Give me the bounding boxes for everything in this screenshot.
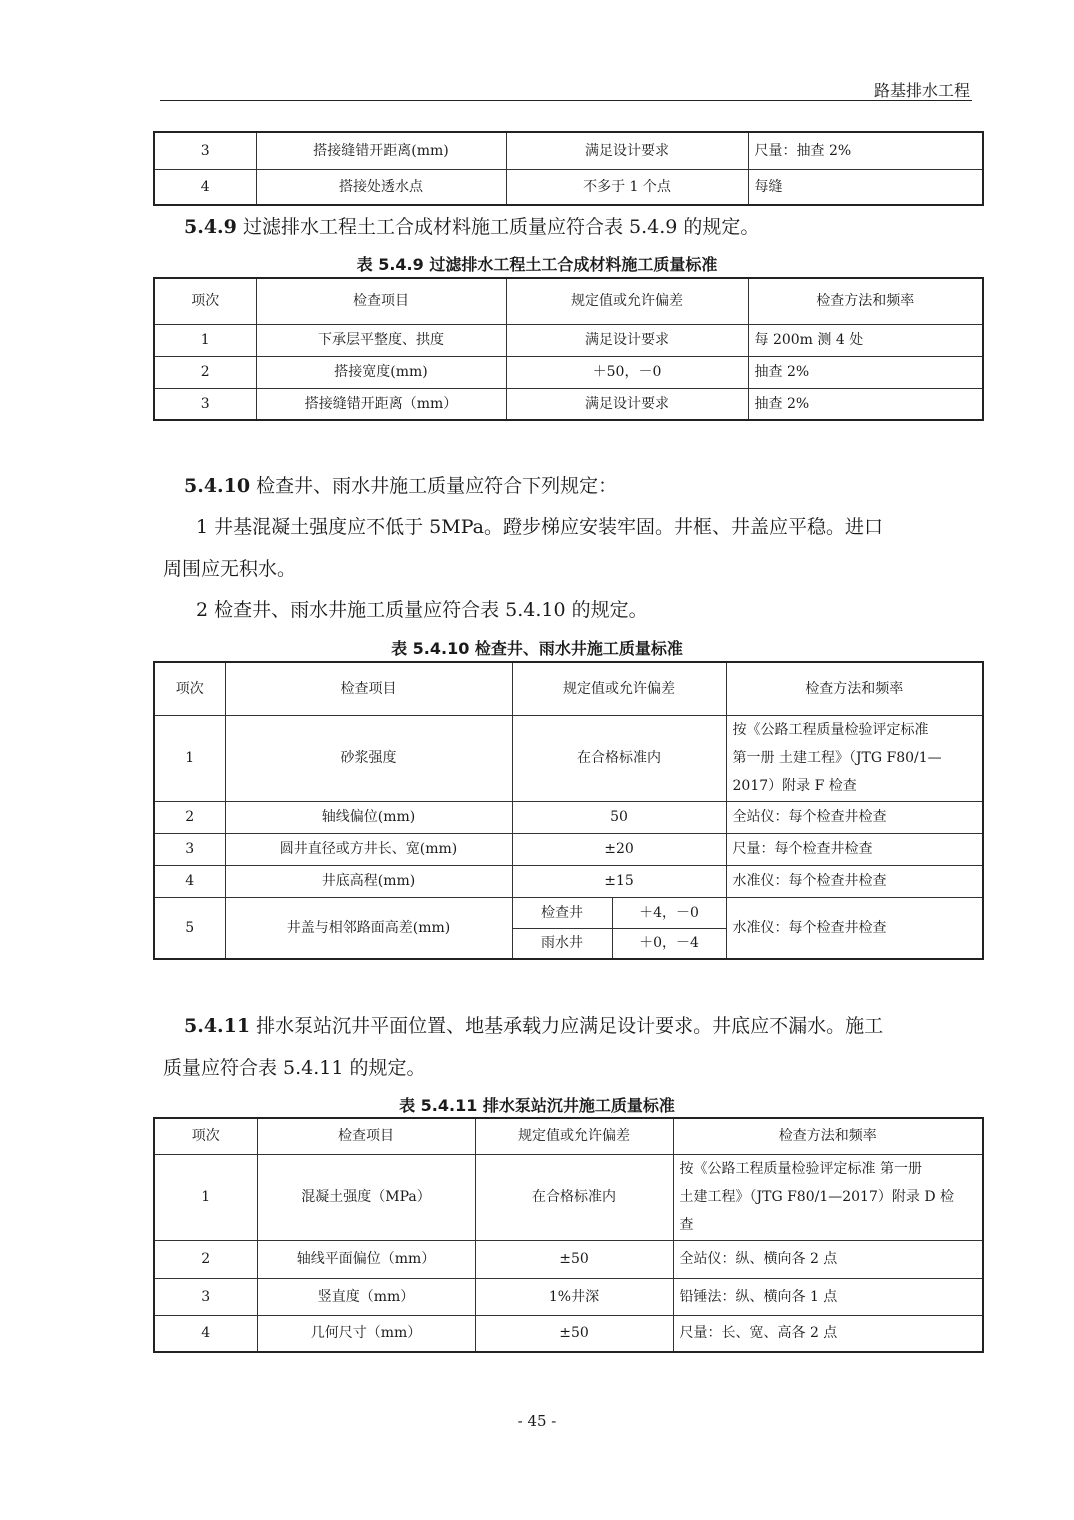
cell-method: 水准仪：每个检查井检查 bbox=[726, 865, 983, 897]
cell-tolerance: 满足设计要求 bbox=[506, 132, 748, 169]
method-line: 土建工程》（JTG F80/1—2017）附录 D 检 bbox=[679, 1189, 954, 1205]
cell-no: 3 bbox=[154, 833, 225, 865]
cell-sub-label: 检查井 bbox=[512, 897, 612, 928]
cell-method: 尺量：长、宽、高各 2 点 bbox=[673, 1315, 983, 1352]
cell-method: 抽查 2% bbox=[748, 388, 983, 420]
cell-tolerance: ±20 bbox=[512, 833, 726, 865]
table-caption-5-4-9: 表 5.4.9 过滤排水工程土工合成材料施工质量标准 bbox=[356, 255, 718, 274]
table-row bbox=[154, 388, 983, 420]
cell-method: 抽查 2% bbox=[748, 356, 983, 388]
table-caption-5-4-10: 表 5.4.10 检查井、雨水井施工质量标准 bbox=[391, 639, 683, 658]
cell-item: 井底高程(mm) bbox=[225, 865, 512, 897]
cell-method: 全站仪：纵、横向各 2 点 bbox=[673, 1240, 983, 1278]
table-5-4-11 bbox=[153, 1117, 984, 1353]
table-5-4-9 bbox=[153, 277, 984, 421]
cell-item: 砂浆强度 bbox=[225, 715, 512, 801]
cell-sub-value: ＋0，－4 bbox=[612, 928, 726, 959]
clause-text: 检查井、雨水井施工质量应符合下列规定： bbox=[256, 475, 618, 497]
cell-tolerance: 50 bbox=[512, 801, 726, 833]
cell-method: 铅锤法：纵、横向各 1 点 bbox=[673, 1278, 983, 1315]
cell-tolerance: ±50 bbox=[475, 1315, 673, 1352]
cell-item: 搭接宽度(mm) bbox=[256, 356, 506, 388]
header-no: 项次 bbox=[154, 662, 225, 715]
table-row bbox=[154, 324, 983, 356]
method-line: 查 bbox=[679, 1217, 694, 1233]
header-no: 项次 bbox=[154, 278, 256, 324]
method-line: 按《公路工程质量检验评定标准 bbox=[732, 722, 929, 738]
cell-item: 下承层平整度、拱度 bbox=[256, 324, 506, 356]
cell-no: 1 bbox=[154, 715, 225, 801]
cell-tolerance: 1%井深 bbox=[475, 1278, 673, 1315]
cell-tolerance: ＋50，－0 bbox=[506, 356, 748, 388]
cell-method: 每 200m 测 4 处 bbox=[748, 324, 983, 356]
cell-tolerance: ±50 bbox=[475, 1240, 673, 1278]
cell-tolerance: 在合格标准内 bbox=[512, 715, 726, 801]
header-tolerance: 规定值或允许偏差 bbox=[512, 662, 726, 715]
header-item: 检查项目 bbox=[257, 1118, 475, 1154]
cell-method: 尺量：每个检查井检查 bbox=[726, 833, 983, 865]
cell-item: 轴线平面偏位（mm） bbox=[257, 1240, 475, 1278]
cell-sub-label: 雨水井 bbox=[512, 928, 612, 959]
table-row bbox=[154, 715, 983, 801]
cell-no: 1 bbox=[154, 1154, 257, 1240]
cell-tolerance: 在合格标准内 bbox=[475, 1154, 673, 1240]
clause-5-4-10-item-1-line-1: 1 井基混凝土强度应不低于 5MPa。蹬步梯应安装牢固。井框、井盖应平稳。进口 bbox=[196, 516, 883, 538]
cell-item: 井盖与相邻路面高差(mm) bbox=[225, 897, 512, 959]
table-header-row bbox=[154, 1118, 983, 1154]
header-tolerance: 规定值或允许偏差 bbox=[506, 278, 748, 324]
method-line: 2017）附录 F 检查 bbox=[732, 778, 857, 794]
cell-no: 4 bbox=[154, 169, 256, 205]
header-tolerance: 规定值或允许偏差 bbox=[475, 1118, 673, 1154]
header-method: 检查方法和频率 bbox=[726, 662, 983, 715]
clause-5-4-10 bbox=[184, 474, 617, 498]
cell-item: 轴线偏位(mm) bbox=[225, 801, 512, 833]
cell-item: 搭接处透水点 bbox=[256, 169, 506, 205]
cell-tolerance: 不多于 1 个点 bbox=[506, 169, 748, 205]
page-number: - 45 - bbox=[517, 1412, 557, 1430]
table-row bbox=[154, 169, 983, 205]
header-method: 检查方法和频率 bbox=[748, 278, 983, 324]
clause-text: 排水泵站沉井平面位置、地基承载力应满足设计要求。井底应不漏水。施工 bbox=[256, 1015, 884, 1037]
clause-number: 5.4.11 bbox=[184, 1015, 251, 1037]
table-5-4-10 bbox=[153, 661, 984, 960]
clause-5-4-9 bbox=[184, 215, 759, 239]
cell-tolerance: 满足设计要求 bbox=[506, 388, 748, 420]
cell-method: 全站仪：每个检查井检查 bbox=[726, 801, 983, 833]
table-row bbox=[154, 897, 983, 928]
table-row bbox=[154, 1154, 983, 1240]
cell-method: 每缝 bbox=[748, 169, 983, 205]
table-row bbox=[154, 1240, 983, 1278]
cell-method bbox=[673, 1154, 983, 1240]
cell-no: 4 bbox=[154, 865, 225, 897]
cell-no: 2 bbox=[154, 356, 256, 388]
table-row bbox=[154, 1315, 983, 1352]
table-header-row bbox=[154, 662, 983, 715]
cell-no: 2 bbox=[154, 1240, 257, 1278]
cell-method bbox=[726, 715, 983, 801]
table-row bbox=[154, 132, 983, 169]
cell-no: 1 bbox=[154, 324, 256, 356]
header-divider bbox=[160, 100, 972, 101]
cell-no: 3 bbox=[154, 132, 256, 169]
clause-number: 5.4.10 bbox=[184, 475, 251, 497]
cell-item: 竖直度（mm） bbox=[257, 1278, 475, 1315]
cell-no: 3 bbox=[154, 388, 256, 420]
running-header-title: 路基排水工程 bbox=[873, 81, 970, 100]
cell-item: 圆井直径或方井长、宽(mm) bbox=[225, 833, 512, 865]
table-header-row bbox=[154, 278, 983, 324]
clause-number: 5.4.9 bbox=[184, 216, 237, 238]
table-row bbox=[154, 833, 983, 865]
header-no: 项次 bbox=[154, 1118, 257, 1154]
cell-item: 几何尺寸（mm） bbox=[257, 1315, 475, 1352]
cell-no: 3 bbox=[154, 1278, 257, 1315]
cell-tolerance: 满足设计要求 bbox=[506, 324, 748, 356]
table-row bbox=[154, 356, 983, 388]
cell-sub-value: ＋4，－0 bbox=[612, 897, 726, 928]
table-caption-5-4-11: 表 5.4.11 排水泵站沉井施工质量标准 bbox=[399, 1096, 675, 1115]
table-row bbox=[154, 1278, 983, 1315]
cell-tolerance: ±15 bbox=[512, 865, 726, 897]
cell-no: 4 bbox=[154, 1315, 257, 1352]
table-row bbox=[154, 865, 983, 897]
clause-5-4-10-item-1-line-2: 周围应无积水。 bbox=[163, 558, 297, 580]
header-method: 检查方法和频率 bbox=[673, 1118, 983, 1154]
table-row bbox=[154, 801, 983, 833]
cell-item: 搭接缝错开距离(mm) bbox=[256, 132, 506, 169]
cell-no: 5 bbox=[154, 897, 225, 959]
table-continued bbox=[153, 131, 984, 206]
clause-text: 过滤排水工程土工合成材料施工质量应符合表 5.4.9 的规定。 bbox=[242, 216, 760, 238]
header-item: 检查项目 bbox=[225, 662, 512, 715]
header-item: 检查项目 bbox=[256, 278, 506, 324]
method-line: 按《公路工程质量检验评定标准 第一册 bbox=[679, 1161, 922, 1177]
clause-5-4-10-item-2: 2 检查井、雨水井施工质量应符合表 5.4.10 的规定。 bbox=[196, 599, 648, 621]
cell-method: 水准仪：每个检查井检查 bbox=[726, 897, 983, 959]
cell-no: 2 bbox=[154, 801, 225, 833]
cell-item: 搭接缝错开距离（mm） bbox=[256, 388, 506, 420]
clause-5-4-11-line-1 bbox=[184, 1014, 883, 1038]
cell-item: 混凝土强度（MPa） bbox=[257, 1154, 475, 1240]
method-line: 第一册 土建工程》（JTG F80/1— bbox=[732, 750, 942, 766]
cell-method: 尺量：抽查 2% bbox=[748, 132, 983, 169]
clause-5-4-11-line-2: 质量应符合表 5.4.11 的规定。 bbox=[163, 1057, 426, 1079]
